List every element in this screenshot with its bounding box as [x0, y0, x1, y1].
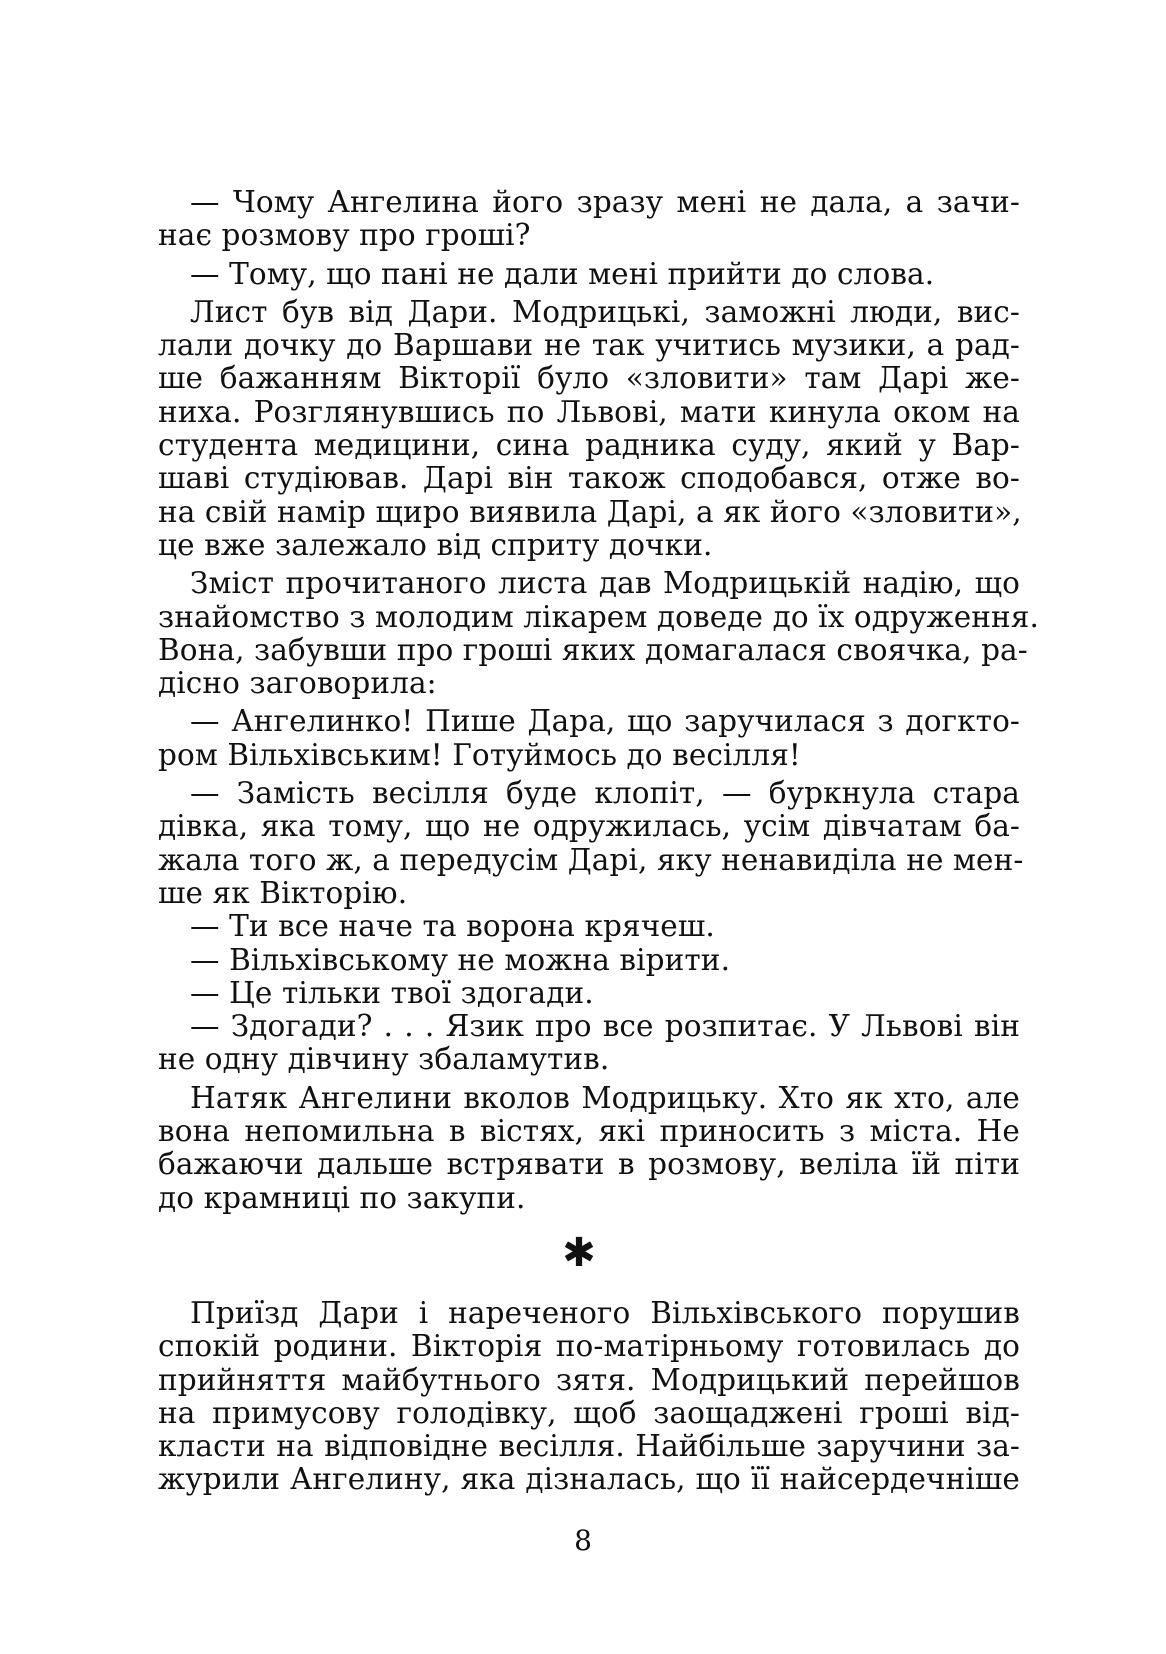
- section-separator-star: ✱: [562, 1229, 596, 1276]
- text-line: знайомство з молодим лікарем доведе до їх одруження.: [158, 599, 1039, 634]
- text-line: шаві студіював. Дарі він також сподобався, отже во-: [158, 461, 1020, 496]
- text-line: прийняття майбутнього зятя. Модрицький перейшов: [158, 1362, 1020, 1397]
- paragraph: [158, 977, 1020, 1010]
- text-line: класти на відповідне весілля. Найбільше заручини за-: [158, 1429, 1020, 1464]
- text-line: нає розмову про гроші?: [158, 218, 531, 253]
- text-line: Лист був від Дари. Модрицькі, заможні люди, вис-: [190, 294, 1020, 329]
- text-line: це вже залежало від сприту дочки.: [158, 527, 713, 562]
- text-line: — Це тільки твої здогади.: [190, 975, 594, 1010]
- text-line: ше як Вікторію.: [158, 875, 408, 910]
- text-line: Вона, забувши про гроші яких домагалася своячка, ра-: [158, 632, 1028, 667]
- text-line: — Замість весілля буде клопіт, — буркнула стара: [190, 776, 1020, 811]
- text-line: — Ти все наче та ворона крячеш.: [190, 909, 715, 944]
- page-number: 8: [574, 1524, 592, 1557]
- paragraph: [158, 186, 1020, 253]
- text-line: не одну дівчину збаламутив.: [158, 1042, 610, 1077]
- text-line: жала того ж, а передусім Дарі, яку ненавиділа не мен-: [158, 842, 1024, 877]
- text-line: ром Вільхівським! Готуймось до весілля!: [158, 737, 801, 772]
- text-line: — Здогади? . . . Язик про все розпитає. У Львові він: [190, 1009, 1020, 1044]
- paragraph: [158, 776, 1024, 910]
- text-line: до крамниці по закупи.: [158, 1180, 526, 1215]
- paragraph: [158, 296, 1020, 562]
- text-line: вона непомильна в вістях, які приносить з міста. Не: [158, 1114, 1020, 1149]
- paragraph: [158, 1010, 1020, 1077]
- paragraph: [158, 1297, 1020, 1497]
- text-line: — Вільхівському не можна вірити.: [190, 942, 731, 977]
- text-line: дісно заговорила:: [158, 666, 437, 701]
- text-line: на примусову голодівку, щоб заощаджені гроші від-: [158, 1395, 1020, 1430]
- text-line: Приїзд Дари і нареченого Вільхівського порушив: [190, 1295, 1020, 1330]
- text-line: ниха. Розглянувшись по Львові, мати кинула оком на: [158, 394, 1020, 429]
- paragraph: [158, 1082, 1020, 1215]
- text-line: спокій родини. Вікторія по-матірньому готовилась до: [158, 1329, 1020, 1364]
- paragraph: [158, 566, 1039, 701]
- text-line: бажаючи дальше встрявати в розмову, веліла їй піти: [158, 1147, 1020, 1182]
- text-line: ше бажанням Вікторії було «зловити» там Дарі же-: [158, 361, 1020, 396]
- paragraph: [158, 258, 1020, 291]
- text-line: — Чому Ангелина його зразу мені не дала, а зачи-: [190, 185, 1020, 219]
- text-line: Зміст прочитаного листа дав Модрицькій надію, що: [190, 566, 1020, 601]
- text-line: журили Ангелину, яка дізналась, що її найсердечніше: [158, 1462, 1020, 1497]
- text-line: дівка, яка тому, що не одружилась, усім дівчатам ба-: [158, 809, 1020, 844]
- text-line: на свій намір щиро виявила Дарі, а як його «зловити»,: [158, 494, 1022, 529]
- text-line: — Тому, що пані не дали мені прийти до слова.: [190, 256, 935, 291]
- paragraph: [158, 910, 1020, 943]
- text-line: студента медицини, сина радника суду, який у Вар-: [158, 428, 1020, 463]
- paragraph: [158, 705, 1020, 772]
- text-line: Натяк Ангелини вколов Модрицьку. Хто як хто, але: [190, 1080, 1020, 1115]
- paragraph: [158, 944, 1020, 977]
- page-text: [158, 185, 1039, 1497]
- text-line: — Ангелинко! Пише Дара, що заручилася з догкто-: [190, 704, 1020, 739]
- text-line: лали дочку до Варшави не так учитись музики, а рад-: [158, 328, 1020, 363]
